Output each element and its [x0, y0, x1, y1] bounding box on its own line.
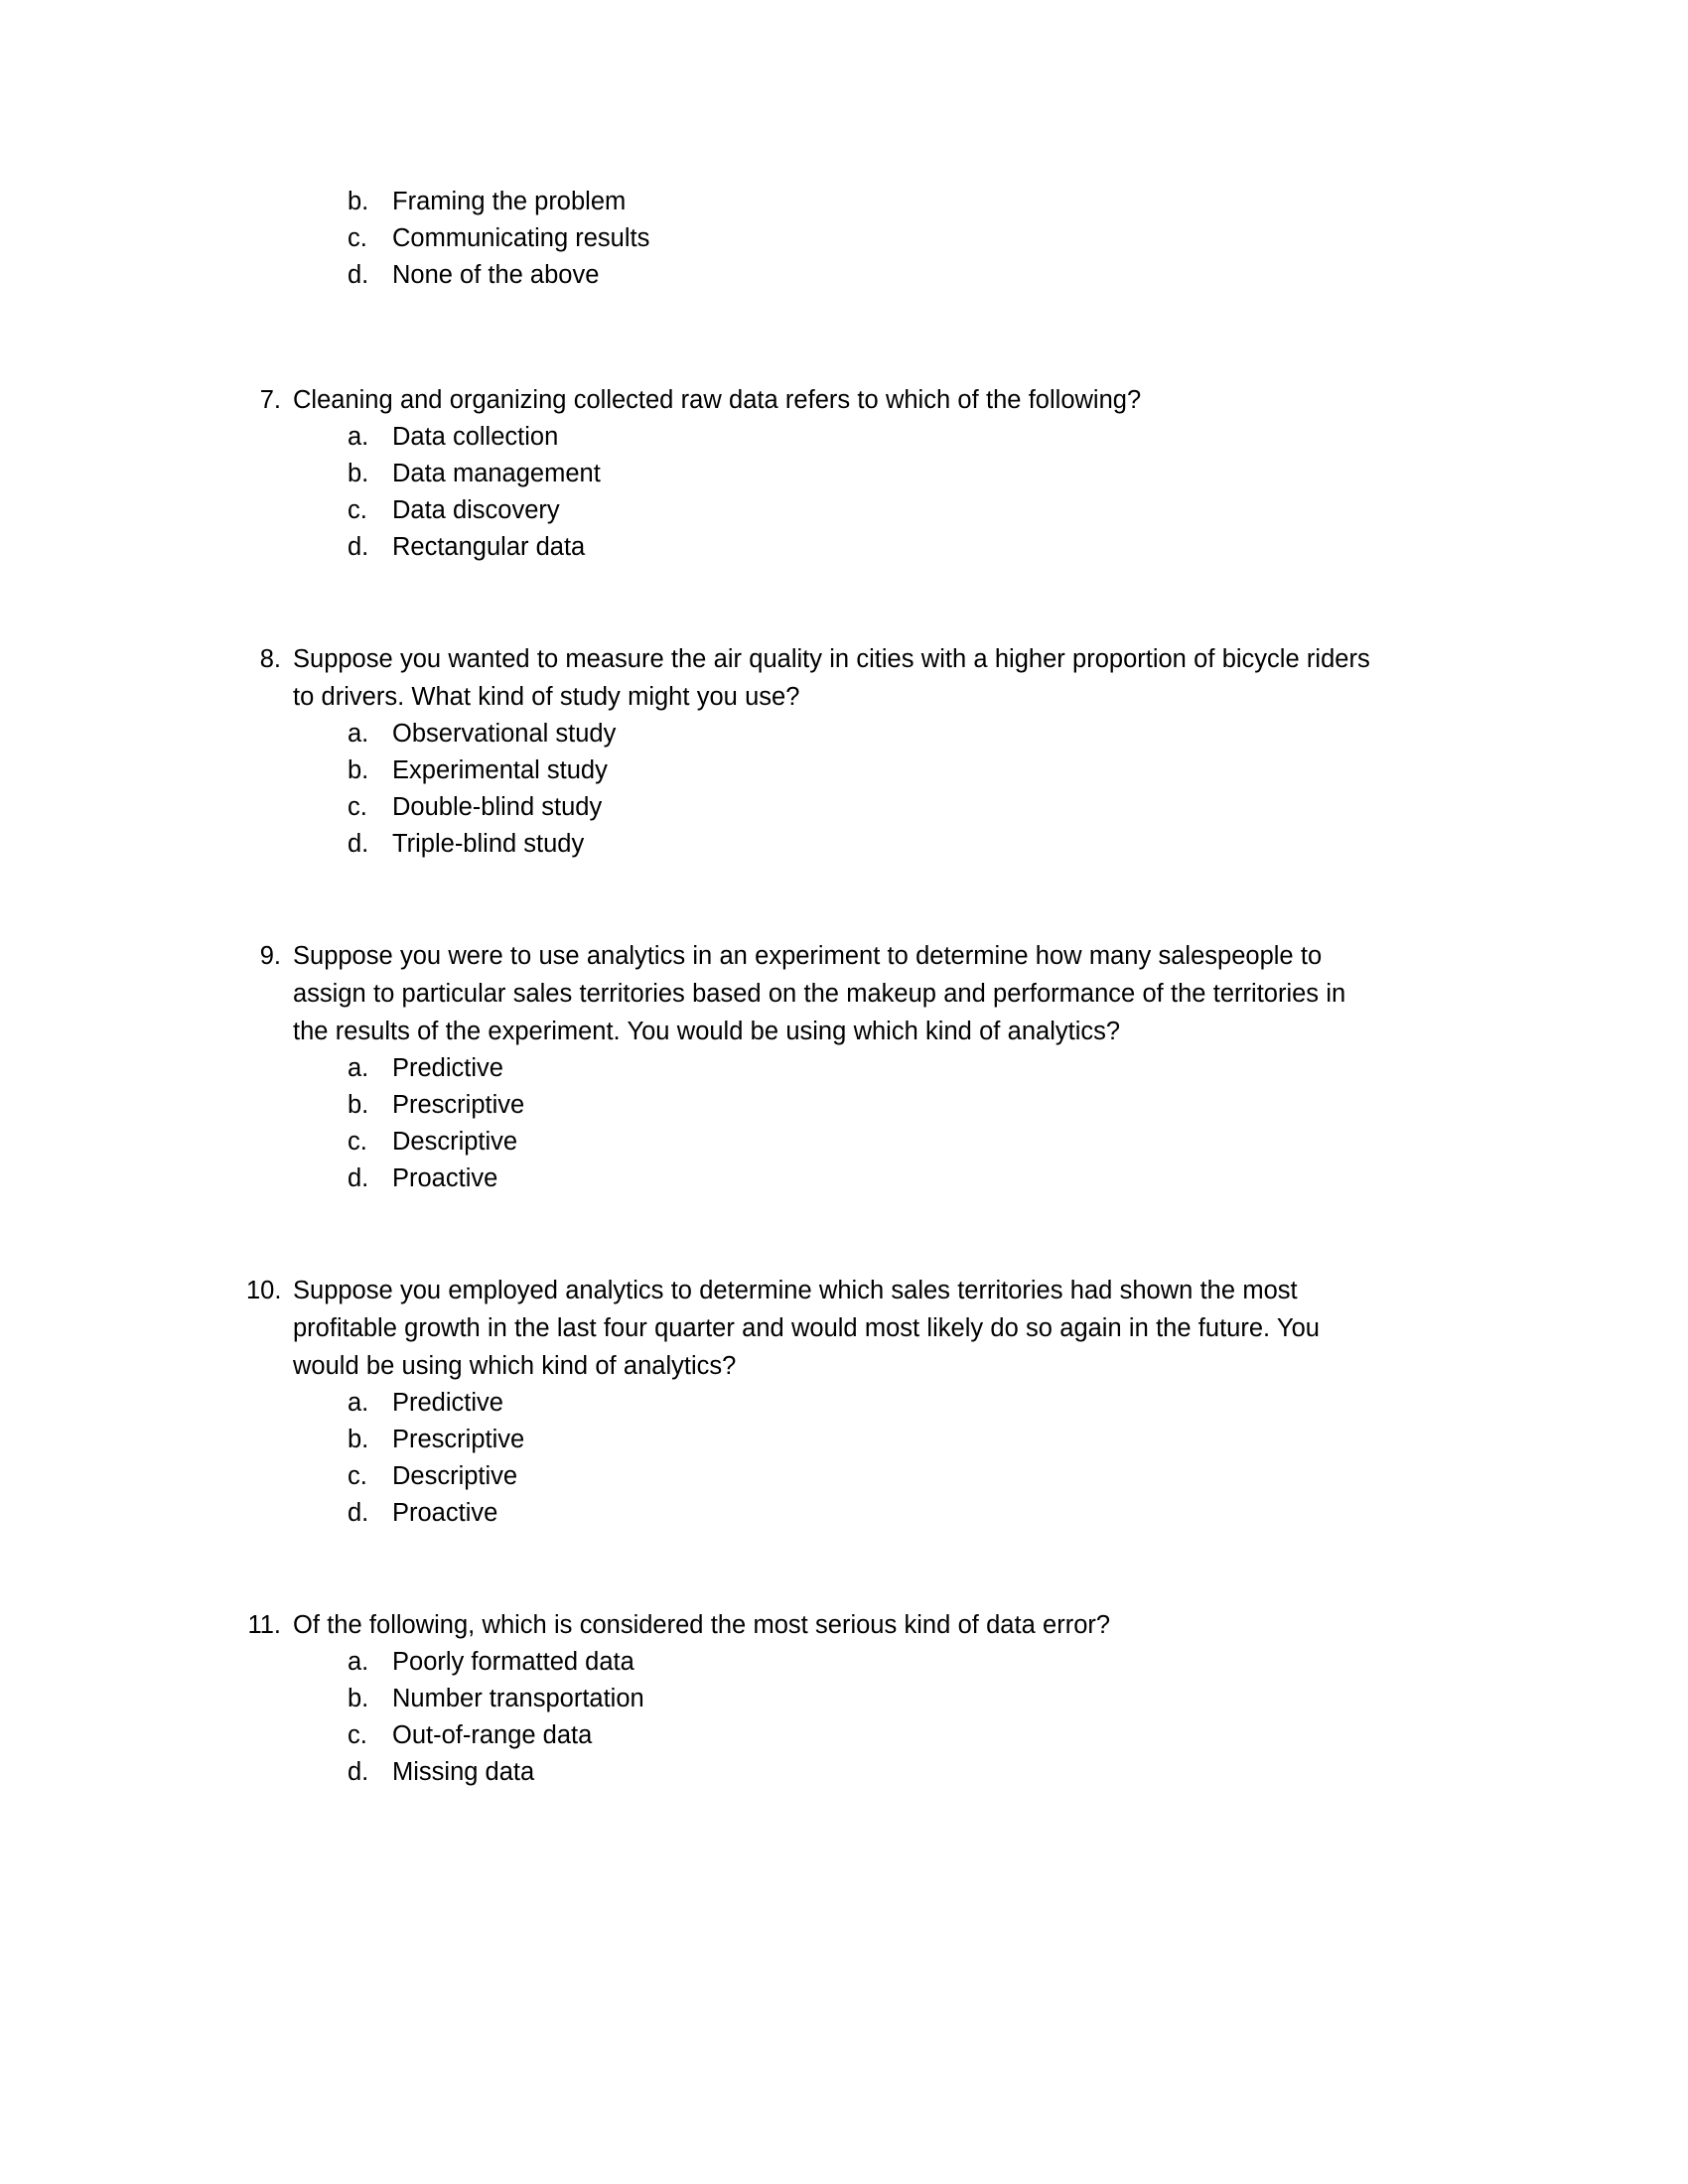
list-item[interactable]	[246, 789, 1527, 826]
question-text-line: the results of the experiment. You would be using which kind of analytics?	[293, 1018, 1121, 1045]
list-item[interactable]	[246, 716, 1527, 752]
option-letter: d.	[348, 1758, 369, 1786]
option-text: Prescriptive	[392, 1426, 525, 1453]
option-text: Prescriptive	[392, 1091, 525, 1119]
option-text: Predictive	[392, 1054, 503, 1082]
option-letter: c.	[348, 1462, 367, 1490]
option-list	[246, 716, 1527, 863]
list-item[interactable]	[246, 419, 1527, 456]
option-text: Data management	[392, 460, 601, 487]
list-item[interactable]	[246, 1160, 1527, 1197]
option-letter: b.	[348, 1091, 369, 1119]
question-text-line: Suppose you were to use analytics in an experiment to determine how many salespeople to	[293, 942, 1323, 970]
option-text: Rectangular data	[392, 533, 586, 561]
option-list	[246, 1050, 1527, 1197]
option-text: Triple-blind study	[392, 830, 585, 858]
quiz-content	[246, 184, 1527, 1791]
option-letter: d.	[348, 261, 369, 289]
question-number: 8.	[259, 645, 281, 673]
question-number: 10.	[246, 1277, 282, 1304]
option-letter: a.	[348, 720, 369, 748]
option-text: Communicating results	[392, 224, 650, 252]
option-letter: b.	[348, 1426, 369, 1453]
question-text-line: Of the following, which is considered the most serious kind of data error?	[293, 1611, 1111, 1639]
option-letter: d.	[348, 533, 369, 561]
question-stem	[246, 640, 1527, 716]
list-item[interactable]	[246, 1124, 1527, 1160]
question-number: 7.	[259, 386, 281, 414]
option-letter: a.	[348, 423, 369, 451]
question-stem	[246, 1272, 1527, 1385]
list-item[interactable]	[246, 1681, 1527, 1717]
question-stem	[246, 381, 1527, 419]
question-text-line: assign to particular sales territories based on the makeup and performance of the territories in	[293, 980, 1346, 1008]
question-stem	[246, 937, 1527, 1050]
list-item[interactable]	[246, 752, 1527, 789]
option-text: Framing the problem	[392, 188, 627, 215]
list-item[interactable]	[246, 529, 1527, 566]
option-letter: c.	[348, 1128, 367, 1156]
list-item[interactable]	[246, 1644, 1527, 1681]
option-list	[246, 1644, 1527, 1791]
option-letter: c.	[348, 496, 367, 524]
option-text: Experimental study	[392, 756, 608, 784]
question-number: 11.	[247, 1611, 281, 1639]
question-text-line: to drivers. What kind of study might you use?	[293, 683, 800, 711]
list-item[interactable]	[246, 1495, 1527, 1532]
option-letter: d.	[348, 1499, 369, 1527]
list-item[interactable]	[246, 220, 1527, 257]
question-text-line: profitable growth in the last four quarter and would most likely do so again in the future. You	[293, 1314, 1320, 1342]
list-item[interactable]	[246, 1754, 1527, 1791]
list-item[interactable]	[246, 184, 1527, 220]
list-item[interactable]	[246, 492, 1527, 529]
option-letter: b.	[348, 460, 369, 487]
option-list	[246, 1385, 1527, 1532]
option-text: Descriptive	[392, 1128, 518, 1156]
list-item[interactable]	[246, 1050, 1527, 1087]
question-stem	[246, 1606, 1527, 1644]
question-text-line: Suppose you employed analytics to determine which sales territories had shown the most	[293, 1277, 1298, 1304]
list-item[interactable]	[246, 1422, 1527, 1458]
option-letter: a.	[348, 1648, 369, 1676]
question-block-7	[246, 381, 1527, 566]
option-letter: c.	[348, 224, 367, 252]
option-text: Missing data	[392, 1758, 535, 1786]
option-text: Poorly formatted data	[392, 1648, 634, 1676]
list-item[interactable]	[246, 1087, 1527, 1124]
option-text: Out-of-range data	[392, 1721, 593, 1749]
list-item[interactable]	[246, 1458, 1527, 1495]
option-text: Predictive	[392, 1389, 503, 1417]
option-letter: c.	[348, 1721, 367, 1749]
option-text: Data collection	[392, 423, 559, 451]
option-text: None of the above	[392, 261, 600, 289]
question-text-line: Suppose you wanted to measure the air quality in cities with a higher proportion of bicycle riders	[293, 645, 1370, 673]
question-block-11	[246, 1606, 1527, 1791]
question-block-9	[246, 937, 1527, 1197]
option-text: Proactive	[392, 1499, 498, 1527]
question-block-10	[246, 1272, 1527, 1532]
question-block-8	[246, 640, 1527, 863]
option-letter: b.	[348, 756, 369, 784]
continued-option-list	[246, 184, 1527, 294]
list-item[interactable]	[246, 1385, 1527, 1422]
option-letter: b.	[348, 1685, 369, 1712]
option-letter: a.	[348, 1389, 369, 1417]
option-text: Observational study	[392, 720, 617, 748]
option-letter: a.	[348, 1054, 369, 1082]
list-item[interactable]	[246, 1717, 1527, 1754]
option-letter: d.	[348, 1164, 369, 1192]
option-text: Descriptive	[392, 1462, 518, 1490]
option-text: Double-blind study	[392, 793, 603, 821]
option-letter: b.	[348, 188, 369, 215]
option-text: Data discovery	[392, 496, 560, 524]
option-letter: c.	[348, 793, 367, 821]
option-list	[246, 419, 1527, 566]
question-number: 9.	[259, 942, 281, 970]
question-text-line: Cleaning and organizing collected raw data refers to which of the following?	[293, 386, 1142, 414]
question-text-line: would be using which kind of analytics?	[293, 1352, 737, 1380]
option-letter: d.	[348, 830, 369, 858]
option-text: Proactive	[392, 1164, 498, 1192]
list-item[interactable]	[246, 826, 1527, 863]
list-item[interactable]	[246, 257, 1527, 294]
option-text: Number transportation	[392, 1685, 644, 1712]
list-item[interactable]	[246, 456, 1527, 492]
